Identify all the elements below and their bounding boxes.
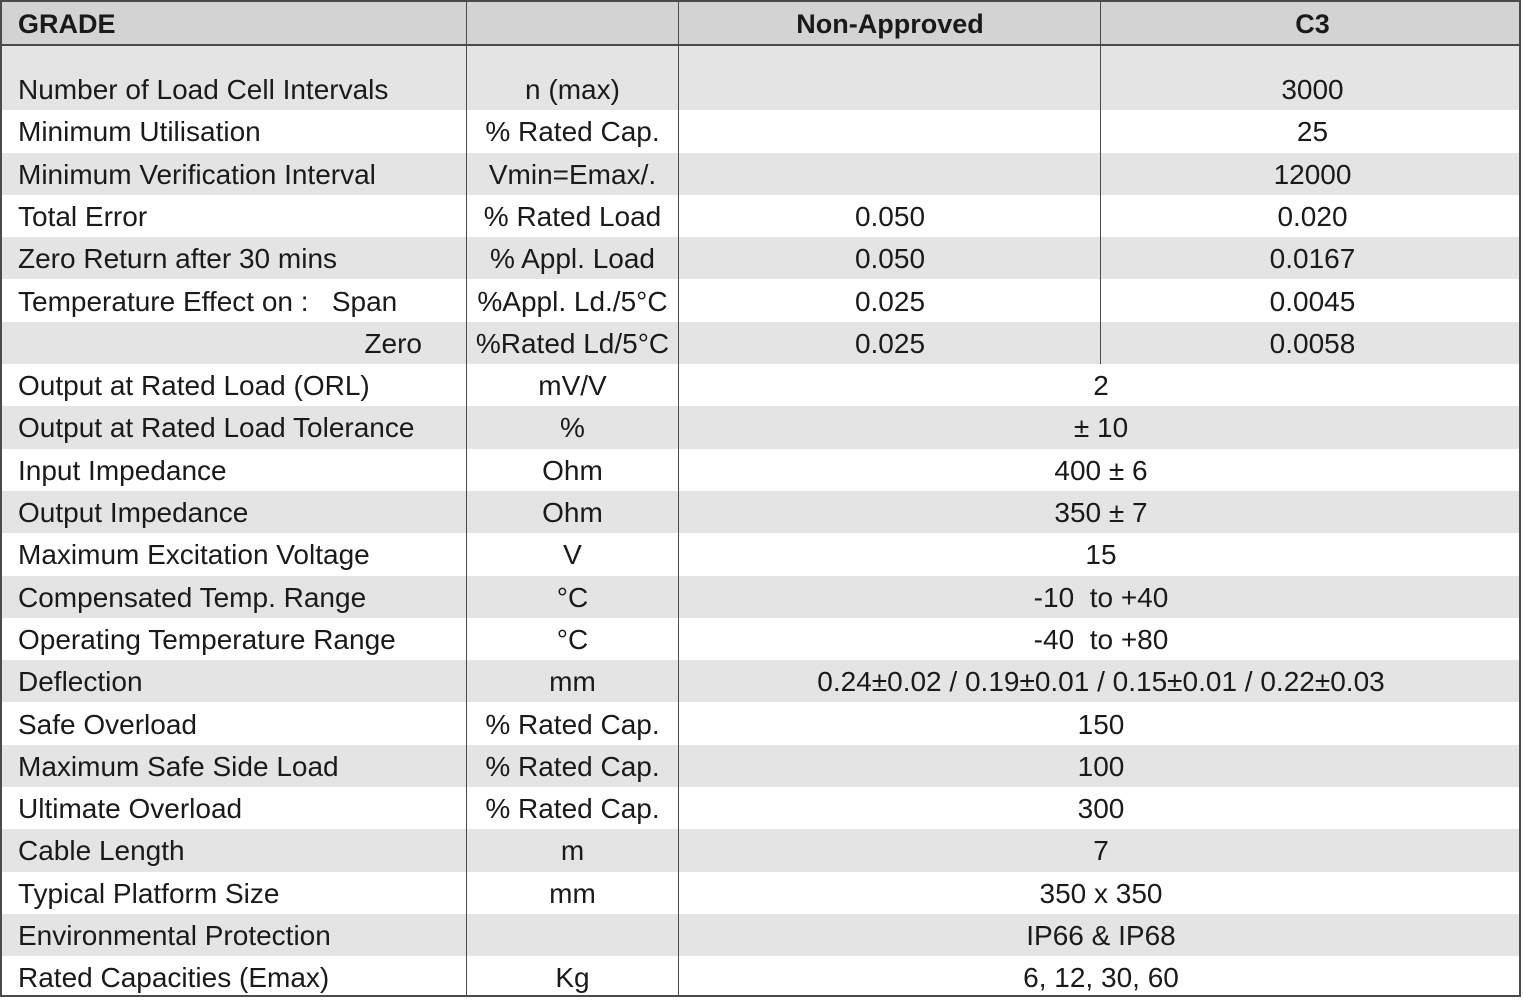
table-row <box>2 703 1519 745</box>
row-value: 15 <box>1085 539 1117 571</box>
row-non-approved: 0.050 <box>854 243 926 275</box>
table-row <box>2 195 1519 237</box>
row-value: 150 <box>1077 708 1125 740</box>
row-unit: % Rated Cap. <box>485 750 660 782</box>
row-c3: 0.0058 <box>1269 327 1356 359</box>
row-name: Temperature Effect on : Span <box>18 285 398 317</box>
row-value: 100 <box>1077 750 1125 782</box>
table-row <box>2 956 1519 995</box>
header-non-approved: Non-Approved <box>796 9 984 39</box>
header-c3: C3 <box>1295 9 1330 39</box>
row-value: 7 <box>1093 835 1109 867</box>
row-name: Compensated Temp. Range <box>18 581 367 613</box>
row-name: Cable Length <box>18 835 185 867</box>
row-name: Operating Temperature Range <box>18 623 396 655</box>
row-value: ± 10 <box>1073 412 1129 444</box>
row-unit: mm <box>549 877 596 909</box>
row-c3: 0.0167 <box>1269 243 1356 275</box>
table-row <box>2 533 1519 575</box>
row-unit: Kg <box>555 962 590 994</box>
row-unit: % Rated Load <box>483 200 662 232</box>
table-row <box>2 491 1519 533</box>
row-name: Environmental Protection <box>18 920 331 951</box>
row-value: 350 x 350 <box>1039 877 1163 909</box>
row-value: 6, 12, 30, 60 <box>1023 962 1179 994</box>
row-name: Safe Overload <box>18 708 197 740</box>
table-row <box>2 237 1519 279</box>
table-row <box>2 280 1519 322</box>
row-value: 350 ± 7 <box>1054 497 1148 528</box>
row-name: Zero <box>364 327 422 359</box>
row-unit: % Rated Cap. <box>485 116 660 148</box>
row-unit: % Rated Cap. <box>485 793 660 825</box>
table-row <box>2 872 1519 914</box>
row-c3: 0.0045 <box>1269 285 1356 317</box>
row-name: Output at Rated Load Tolerance <box>18 412 415 444</box>
row-unit: % <box>560 412 585 444</box>
row-name: Typical Platform Size <box>18 877 280 909</box>
row-unit: % Appl. Load <box>489 243 656 275</box>
column-divider <box>466 2 467 995</box>
row-name: Ultimate Overload <box>18 793 243 825</box>
row-c3: 3000 <box>1281 74 1344 105</box>
row-name: Output at Rated Load (ORL) <box>18 370 370 402</box>
column-divider <box>678 2 679 995</box>
table-row <box>2 322 1519 364</box>
header-grade: GRADE <box>18 9 116 39</box>
row-name: Number of Load Cell Intervals <box>18 74 389 105</box>
row-name: Deflection <box>18 666 143 698</box>
row-value: -10 to +40 <box>1033 581 1169 613</box>
row-unit: %Appl. Ld./5°C <box>477 285 668 317</box>
row-name: Maximum Excitation Voltage <box>18 539 370 571</box>
row-unit: m <box>560 835 585 867</box>
row-name: Output Impedance <box>18 497 249 528</box>
table-row <box>2 787 1519 829</box>
table-row <box>2 914 1519 956</box>
row-unit: °C <box>556 581 589 613</box>
row-name: Input Impedance <box>18 454 227 486</box>
table-row <box>2 153 1519 195</box>
row-non-approved <box>679 68 1101 110</box>
row-name: Total Error <box>18 200 148 232</box>
row-c3: 25 <box>1296 116 1329 148</box>
row-unit: V <box>563 539 582 571</box>
row-name: Minimum Verification Interval <box>18 158 376 190</box>
row-non-approved: 0.025 <box>854 285 926 317</box>
row-value: 0.24±0.02 / 0.19±0.01 / 0.15±0.01 / 0.22±0.03 <box>817 666 1385 698</box>
row-non-approved: 0.025 <box>854 327 926 359</box>
table-header <box>2 2 1519 46</box>
row-unit <box>467 914 678 956</box>
row-unit: mm <box>549 666 596 698</box>
row-non-approved: 0.050 <box>854 200 926 232</box>
row-unit: mV/V <box>538 370 607 402</box>
table-row <box>2 829 1519 871</box>
row-non-approved <box>679 153 1101 195</box>
table-row <box>2 364 1519 406</box>
row-name: Maximum Safe Side Load <box>18 750 339 782</box>
row-unit: Vmin=Emax/. <box>488 158 657 190</box>
row-name: Rated Capacities (Emax) <box>18 962 330 994</box>
row-non-approved <box>679 110 1101 152</box>
row-unit: %Rated Ld/5°C <box>475 327 670 359</box>
table-row <box>2 110 1519 152</box>
row-value: 2 <box>1093 370 1109 402</box>
row-unit: °C <box>556 623 589 655</box>
row-unit: % Rated Cap. <box>485 708 660 740</box>
table-row <box>2 745 1519 787</box>
row-unit: n (max) <box>525 74 620 105</box>
table-row <box>2 576 1519 618</box>
row-c3: 12000 <box>1273 158 1352 190</box>
row-value: IP66 & IP68 <box>1026 920 1176 951</box>
row-unit: Ohm <box>542 454 603 486</box>
row-name: Minimum Utilisation <box>18 116 261 148</box>
row-unit: Ohm <box>542 497 603 528</box>
table-row <box>2 406 1519 448</box>
row-value: 400 ± 6 <box>1054 454 1148 486</box>
table-row <box>2 449 1519 491</box>
table-row <box>2 660 1519 702</box>
spacer-row <box>2 46 1519 68</box>
row-name: Zero Return after 30 mins <box>18 243 338 275</box>
table-row <box>2 68 1519 110</box>
row-c3: 0.020 <box>1277 200 1348 232</box>
column-divider <box>1100 2 1101 364</box>
row-value: 300 <box>1077 793 1125 825</box>
row-value: -40 to +80 <box>1033 623 1169 655</box>
header-unit <box>467 2 678 44</box>
table-row <box>2 618 1519 660</box>
